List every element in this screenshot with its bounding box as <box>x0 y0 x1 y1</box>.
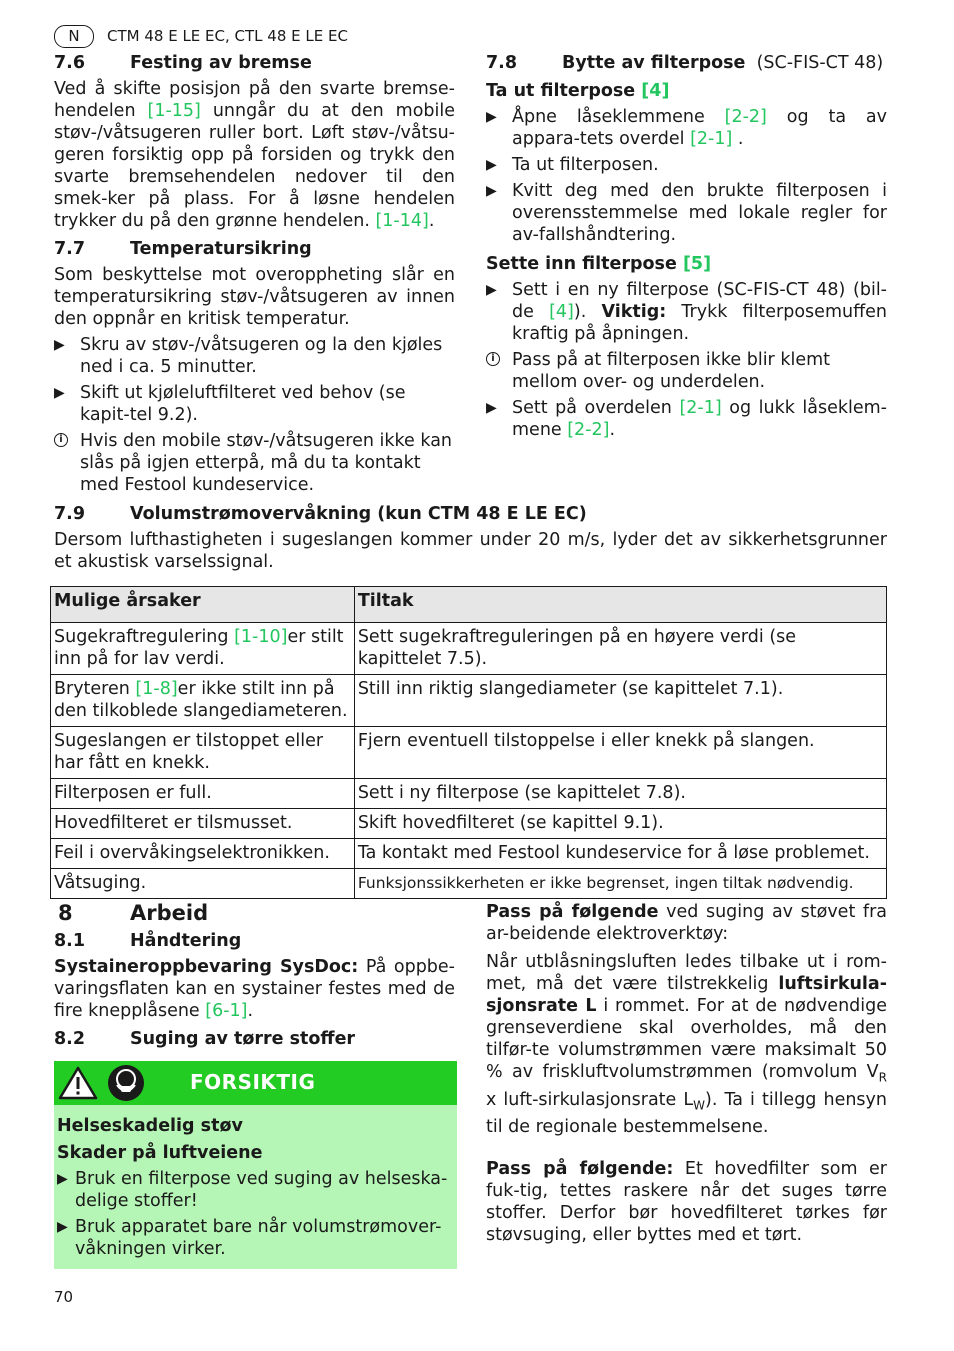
section-7-8 <box>486 52 887 441</box>
bullet-arrow-icon: ▶ <box>57 1219 68 1235</box>
cause-cell: Filterposen er full. <box>51 779 355 809</box>
bullet-item: ▶ Ta ut filterposen. <box>486 155 659 175</box>
subheading: Ta ut filterpose [4] <box>486 81 670 101</box>
section-7-6 <box>54 52 455 232</box>
section-heading: 8.2 Suging av tørre stoffer <box>54 1029 356 1049</box>
section-heading: 7.9 Volumstrømovervåkning (kun CTM 48 E LE EC) <box>54 504 587 524</box>
table-row <box>51 727 887 779</box>
action-cell: Funksjonssikkerheten er ikke begrenset, ingen tiltak nødvendig. <box>354 869 886 899</box>
bullet-item: ▶ Skru av støv-/våtsugeren og la den kjøles ned i ca. 5 minutter. <box>54 335 443 377</box>
figure-ref[interactable]: [1-8] <box>135 679 178 699</box>
bullet-item: ▶ Sett på overdelen [2-1] og lukk låseklem-mene [2-2]. <box>486 398 887 440</box>
lang-badge <box>54 25 94 48</box>
table-row <box>51 839 887 869</box>
figure-ref[interactable]: [2-1] <box>679 398 722 418</box>
warning-consequence: Skader på luftveiene <box>57 1143 263 1163</box>
warning-hazard: Helseskadelig støv <box>57 1116 243 1136</box>
figure-ref[interactable]: [1-10] <box>234 627 288 647</box>
section-heading: 7.6 Festing av bremse <box>54 53 312 73</box>
bullet-item: ▶ Sett i en ny filterpose (SC-FIS-CT 48) (bil-de [4]). Viktig: Trykk filterposemuffen kraftig på åpningen. <box>486 280 887 344</box>
action-cell: Still inn riktig slangediameter (se kapittelet 7.1). <box>354 675 886 727</box>
bullet-arrow-icon: ▶ <box>54 337 65 353</box>
chapter-8-right <box>486 901 887 1246</box>
bullet-arrow-icon: ▶ <box>486 282 497 298</box>
bullet-arrow-icon: ▶ <box>57 1171 68 1187</box>
section-7-7 <box>54 238 455 496</box>
table-row <box>51 779 887 809</box>
troubleshooting-table <box>50 586 887 899</box>
table-row <box>51 809 887 839</box>
figure-ref[interactable]: [2-2] <box>567 420 610 440</box>
bullet-item: ▶ Skift ut kjøleluftfilteret ved behov (se kapit-tel 9.2). <box>54 383 406 425</box>
section-heading: 7.7 Temperatursikring <box>54 239 312 259</box>
warning-header <box>54 1061 457 1105</box>
info-icon: i <box>54 433 68 447</box>
table-header-row <box>51 587 887 623</box>
cause-cell: Bryteren [1-8]er ikke stilt inn på den tilkoblede slangediameteren. <box>51 675 355 727</box>
action-cell: Fjern eventuell tilstoppelse i eller knekk på slangen. <box>354 727 886 779</box>
paragraph: Som beskyttelse mot overoppheting slår en temperatursikring støv-/våtsugeren av innen den oppnår en kritisk temperatur. <box>54 265 455 329</box>
bullet-item: ▶ Åpne låseklemmene [2-2] og ta av appara-tets overdel [2-1] . <box>486 107 887 149</box>
cause-cell: Sugeslangen er tilstoppet eller har fått en knekk. <box>51 727 355 779</box>
chapter-8 <box>54 900 455 1050</box>
respirator-mask-icon <box>106 1063 146 1103</box>
paragraph: Ved å skifte posisjon på den svarte bremse-hendelen [1-15] unngår du at den mobile støv-/våtsugeren ruller bort. Løft støv-/våtsu-geren forsiktig opp på forsiden og trykk den svarte bremsehendelen nedover til den smek-ker på plass. For å løsne hendelen trykker du på den grønne hendelen. [1-14]. <box>54 79 455 231</box>
bullet-item: ▶ Bruk apparatet bare når volumstrømover-våkningen virker. <box>57 1217 442 1259</box>
bullet-arrow-icon: ▶ <box>486 157 497 173</box>
table-row <box>51 869 887 899</box>
column-header: Mulige årsaker <box>51 587 355 623</box>
bullet-arrow-icon: ▶ <box>486 183 497 199</box>
cause-cell: Feil i overvåkingselektronikken. <box>51 839 355 869</box>
warning-body <box>54 1105 457 1260</box>
lang-code: N <box>68 27 80 45</box>
table-row <box>51 675 887 727</box>
figure-ref[interactable]: [1-14] <box>375 211 429 231</box>
paragraph: Pass på følgende: Et hovedfilter som er fuk-tig, tettes raskere når det suges tørre stoffer. Derfor bør hovedfilteret tørkes før støvsuging, eller byttes med et tørt. <box>486 1159 887 1245</box>
subheading: Sette inn filterpose [5] <box>486 254 712 274</box>
bullet-item: ▶ Bruk en filterpose ved suging av helseska-delige stoffer! <box>57 1169 448 1211</box>
warning-triangle-icon <box>58 1065 98 1101</box>
model-header: CTM 48 E LE EC, CTL 48 E LE EC <box>107 27 348 45</box>
bullet-item: ▶ Kvitt deg med den brukte filterposen i overensstemmelse med lokale regler for av-fallshåndtering. <box>486 181 887 245</box>
cause-cell: Hovedfilteret er tilsmusset. <box>51 809 355 839</box>
table-row <box>51 623 887 675</box>
section-heading: 7.8 Bytte av filterpose (SC-FIS-CT 48) <box>486 53 884 73</box>
section-heading: 8.1 Håndtering <box>54 931 242 951</box>
figure-ref[interactable]: [2-1] <box>690 129 733 149</box>
column-header: Tiltak <box>354 587 886 623</box>
figure-ref[interactable]: [4] <box>641 81 670 101</box>
warning-box <box>54 1061 457 1269</box>
paragraph: Pass på følgende ved suging av støvet fra ar-beidende elektroverktøy: <box>486 902 887 944</box>
warning-label: FORSIKTIG <box>190 1070 316 1094</box>
cause-cell: Våtsuging. <box>51 869 355 899</box>
bullet-arrow-icon: ▶ <box>486 400 497 416</box>
info-icon: i <box>486 352 500 366</box>
info-note: i Hvis den mobile støv-/våtsugeren ikke kan slås på igjen etterpå, må du ta kontakt med Festool kundeservice. <box>54 430 455 496</box>
figure-ref[interactable]: [6-1] <box>205 1001 248 1021</box>
action-cell: Sett i ny filterpose (se kapittelet 7.8). <box>354 779 886 809</box>
figure-ref[interactable]: [2-2] <box>724 107 767 127</box>
section-7-9 <box>54 503 887 573</box>
cause-cell: Sugekraftregulering [1-10]er stilt inn på for lav verdi. <box>51 623 355 675</box>
paragraph: Systaineroppbevaring SysDoc: På oppbe-varingsflaten kan en systainer festes med de fire knepplåsene [6-1]. <box>54 957 455 1021</box>
action-cell: Skift hovedfilteret (se kapittel 9.1). <box>354 809 886 839</box>
figure-ref[interactable]: [5] <box>682 254 712 274</box>
page-number: 70 <box>54 1288 74 1306</box>
figure-ref[interactable]: [1-15] <box>147 101 201 121</box>
action-cell: Sett sugekraftreguleringen på en høyere verdi (se kapittelet 7.5). <box>354 623 886 675</box>
chapter-heading: 8 Arbeid <box>58 901 209 925</box>
bullet-arrow-icon: ▶ <box>54 385 65 401</box>
paragraph: Dersom lufthastigheten i sugeslangen kommer under 20 m/s, lyder det av sikkerhetsgrunner et akustisk varselssignal. <box>54 530 887 572</box>
action-cell: Ta kontakt med Festool kundeservice for å løse problemet. <box>354 839 886 869</box>
info-note: i Pass på at filterposen ikke blir klemt mellom over- og underdelen. <box>486 349 887 393</box>
paragraph: Når utblåsningsluften ledes tilbake ut i rom-met, må det være tilstrekkelig luftsirkula-sjonsrate L i rommet. For at de nødvendige grenseverdiene skal overholdes, må den tilfør-te volumstrømmen være maksimalt 50 % av friskluftvolumstrømmen (romvolum $V_R$ x luft-sirkulasjonsrate $L_W$). Ta i tillegg hensyn til de regionale bestemmelsene. <box>486 952 888 1137</box>
bullet-arrow-icon: ▶ <box>486 109 497 125</box>
figure-ref[interactable]: [4] <box>549 302 574 322</box>
